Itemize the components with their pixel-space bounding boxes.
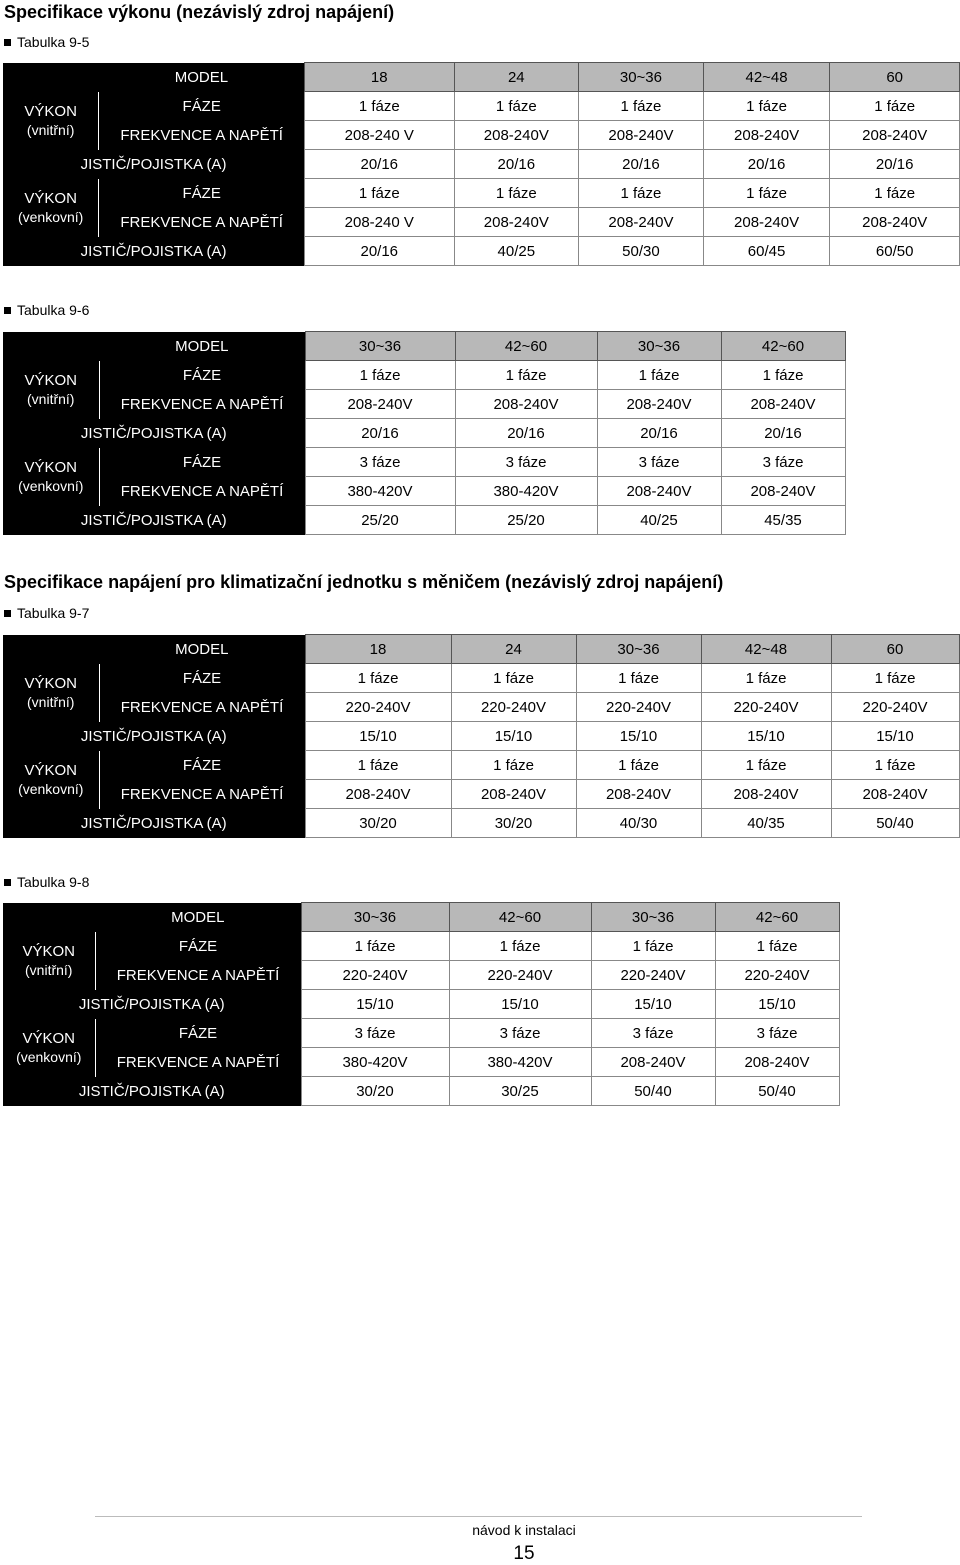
- value-cell: 20/16: [454, 150, 579, 179]
- outdoor-label: (venkovní): [17, 208, 84, 225]
- blank-header-cell: [3, 635, 99, 664]
- vykon-label: VÝKON: [24, 761, 77, 779]
- model-cell: 30~36: [597, 332, 721, 361]
- value-cell: 208-240V: [830, 121, 960, 150]
- frekvence-label: FREKVENCE A NAPĚTÍ: [99, 477, 305, 506]
- value-cell: 380-420V: [455, 477, 597, 506]
- value-cell: 208-240V: [830, 208, 960, 237]
- table-caption-label: Tabulka 9-7: [17, 605, 90, 621]
- model-cell: 30~36: [579, 63, 704, 92]
- value-cell: 208-240 V: [305, 121, 454, 150]
- model-label: MODEL: [99, 332, 305, 361]
- value-cell: 1 fáze: [305, 664, 451, 693]
- value-cell: 20/16: [305, 419, 455, 448]
- value-cell: 3 fáze: [449, 1019, 591, 1048]
- indoor-label: (vnitřní): [27, 693, 75, 710]
- square-bullet-icon: [4, 879, 11, 886]
- vykon-label: VÝKON: [24, 458, 77, 476]
- page-number: 15: [513, 1543, 535, 1564]
- value-cell: 45/35: [721, 506, 845, 535]
- jistic-label: JISTIČ/POJISTKA (A): [3, 506, 305, 535]
- value-cell: 220-240V: [449, 961, 591, 990]
- value-cell: 220-240V: [831, 693, 959, 722]
- model-cell: 42~60: [449, 903, 591, 932]
- value-cell: 1 fáze: [451, 664, 576, 693]
- blank-header-cell: [3, 332, 99, 361]
- jistic-label: JISTIČ/POJISTKA (A): [3, 419, 305, 448]
- value-cell: 3 fáze: [597, 448, 721, 477]
- value-cell: 1 fáze: [831, 751, 959, 780]
- value-cell: 220-240V: [451, 693, 576, 722]
- jistic-label: JISTIČ/POJISTKA (A): [3, 990, 301, 1019]
- value-cell: 40/25: [597, 506, 721, 535]
- value-cell: 15/10: [591, 990, 715, 1019]
- value-cell: 380-420V: [305, 477, 455, 506]
- section-heading-power-spec: Specifikace výkonu (nezávislý zdroj napájení): [4, 2, 395, 22]
- value-cell: 1 fáze: [455, 361, 597, 390]
- model-cell: 18: [305, 63, 454, 92]
- value-cell: 220-240V: [715, 961, 839, 990]
- model-cell: 42~48: [701, 635, 831, 664]
- outdoor-label: (venkovní): [18, 477, 84, 494]
- value-cell: 50/40: [715, 1077, 839, 1106]
- model-label: MODEL: [95, 903, 301, 932]
- value-cell: 25/20: [305, 506, 455, 535]
- section-heading-inverter-spec: Specifikace napájení pro klimatizační jednotku s měničem (nezávislý zdroj napájení): [4, 572, 724, 592]
- value-cell: 1 fáze: [715, 932, 839, 961]
- indoor-side-label: [3, 361, 99, 419]
- value-cell: 15/10: [449, 990, 591, 1019]
- model-cell: 30~36: [301, 903, 449, 932]
- value-cell: 50/40: [591, 1077, 715, 1106]
- model-cell: 60: [831, 635, 959, 664]
- value-cell: 1 fáze: [721, 361, 845, 390]
- value-cell: 20/16: [703, 150, 830, 179]
- frekvence-label: FREKVENCE A NAPĚTÍ: [99, 208, 305, 237]
- value-cell: 3 fáze: [715, 1019, 839, 1048]
- value-cell: 1 fáze: [703, 92, 830, 121]
- frekvence-label: FREKVENCE A NAPĚTÍ: [99, 780, 305, 809]
- value-cell: 1 fáze: [591, 932, 715, 961]
- value-cell: 208-240V: [597, 477, 721, 506]
- indoor-label: (vnitřní): [27, 390, 75, 407]
- value-cell: 25/20: [455, 506, 597, 535]
- value-cell: 1 fáze: [451, 751, 576, 780]
- value-cell: 220-240V: [591, 961, 715, 990]
- value-cell: 220-240V: [301, 961, 449, 990]
- model-cell: 42~48: [703, 63, 830, 92]
- value-cell: 208-240V: [703, 121, 830, 150]
- table-caption-9-7: [4, 605, 89, 621]
- spec-table-9-8: [3, 902, 840, 1106]
- model-cell: 42~60: [715, 903, 839, 932]
- value-cell: 3 fáze: [591, 1019, 715, 1048]
- jistic-label: JISTIČ/POJISTKA (A): [3, 722, 305, 751]
- vykon-label: VÝKON: [24, 674, 77, 692]
- table-caption-label: Tabulka 9-8: [17, 874, 90, 890]
- value-cell: 1 fáze: [701, 664, 831, 693]
- value-cell: 15/10: [305, 722, 451, 751]
- value-cell: 3 fáze: [305, 448, 455, 477]
- value-cell: 30/20: [451, 809, 576, 838]
- value-cell: 1 fáze: [576, 664, 701, 693]
- value-cell: 208-240V: [597, 390, 721, 419]
- value-cell: 208-240V: [455, 390, 597, 419]
- value-cell: 208-240V: [451, 780, 576, 809]
- value-cell: 1 fáze: [305, 92, 454, 121]
- jistic-label: JISTIČ/POJISTKA (A): [3, 150, 305, 179]
- vykon-label: VÝKON: [24, 371, 77, 389]
- value-cell: 60/45: [703, 237, 830, 266]
- outdoor-label: (venkovní): [18, 780, 84, 797]
- faze-label: FÁZE: [99, 448, 305, 477]
- value-cell: 3 fáze: [721, 448, 845, 477]
- value-cell: 30/20: [305, 809, 451, 838]
- outdoor-side-label: [3, 179, 99, 237]
- table-caption-9-6: [4, 302, 89, 318]
- value-cell: 15/10: [576, 722, 701, 751]
- model-cell: 42~60: [455, 332, 597, 361]
- model-cell: 30~36: [576, 635, 701, 664]
- model-cell: 30~36: [305, 332, 455, 361]
- value-cell: 220-240V: [576, 693, 701, 722]
- indoor-side-label: [3, 92, 99, 150]
- frekvence-label: FREKVENCE A NAPĚTÍ: [99, 121, 305, 150]
- frekvence-label: FREKVENCE A NAPĚTÍ: [99, 390, 305, 419]
- faze-label: FÁZE: [99, 751, 305, 780]
- value-cell: 3 fáze: [455, 448, 597, 477]
- value-cell: 3 fáze: [301, 1019, 449, 1048]
- value-cell: 15/10: [301, 990, 449, 1019]
- value-cell: 208-240V: [576, 780, 701, 809]
- model-cell: 60: [830, 63, 960, 92]
- value-cell: 1 fáze: [703, 179, 830, 208]
- value-cell: 1 fáze: [305, 361, 455, 390]
- model-cell: 30~36: [591, 903, 715, 932]
- value-cell: 1 fáze: [301, 932, 449, 961]
- value-cell: 1 fáze: [831, 664, 959, 693]
- value-cell: 220-240V: [701, 693, 831, 722]
- value-cell: 380-420V: [301, 1048, 449, 1077]
- vykon-label: VÝKON: [24, 102, 77, 120]
- value-cell: 20/16: [830, 150, 960, 179]
- blank-header-cell: [3, 903, 95, 932]
- square-bullet-icon: [4, 307, 11, 314]
- value-cell: 208-240V: [715, 1048, 839, 1077]
- value-cell: 15/10: [715, 990, 839, 1019]
- outdoor-side-label: [3, 1019, 95, 1077]
- jistic-label: JISTIČ/POJISTKA (A): [3, 237, 305, 266]
- value-cell: 20/16: [579, 150, 704, 179]
- indoor-label: (vnitřní): [25, 961, 73, 978]
- model-label: MODEL: [99, 63, 305, 92]
- value-cell: 50/40: [831, 809, 959, 838]
- value-cell: 380-420V: [449, 1048, 591, 1077]
- value-cell: 208-240V: [721, 390, 845, 419]
- model-cell: 24: [454, 63, 579, 92]
- faze-label: FÁZE: [99, 92, 305, 121]
- model-cell: 42~60: [721, 332, 845, 361]
- table-caption-9-8: [4, 874, 89, 890]
- frekvence-label: FREKVENCE A NAPĚTÍ: [95, 1048, 301, 1077]
- value-cell: 208-240V: [579, 121, 704, 150]
- value-cell: 1 fáze: [449, 932, 591, 961]
- spec-table-9-7: [3, 634, 960, 838]
- value-cell: 208-240V: [579, 208, 704, 237]
- outdoor-side-label: [3, 448, 99, 506]
- frekvence-label: FREKVENCE A NAPĚTÍ: [95, 961, 301, 990]
- value-cell: 208-240V: [721, 477, 845, 506]
- value-cell: 40/35: [701, 809, 831, 838]
- value-cell: 1 fáze: [454, 92, 579, 121]
- faze-label: FÁZE: [99, 664, 305, 693]
- value-cell: 40/25: [454, 237, 579, 266]
- value-cell: 20/16: [455, 419, 597, 448]
- vykon-label: VÝKON: [22, 1029, 75, 1047]
- footer-manual-title: návod k instalaci: [472, 1522, 576, 1538]
- value-cell: 15/10: [451, 722, 576, 751]
- value-cell: 30/20: [301, 1077, 449, 1106]
- value-cell: 1 fáze: [830, 179, 960, 208]
- faze-label: FÁZE: [99, 361, 305, 390]
- vykon-label: VÝKON: [24, 189, 77, 207]
- value-cell: 1 fáze: [454, 179, 579, 208]
- value-cell: 1 fáze: [579, 92, 704, 121]
- faze-label: FÁZE: [95, 1019, 301, 1048]
- value-cell: 1 fáze: [305, 179, 454, 208]
- value-cell: 208-240V: [305, 780, 451, 809]
- outdoor-side-label: [3, 751, 99, 809]
- square-bullet-icon: [4, 610, 11, 617]
- value-cell: 208-240V: [454, 208, 579, 237]
- spec-table-9-6: [3, 331, 846, 535]
- value-cell: 60/50: [830, 237, 960, 266]
- square-bullet-icon: [4, 39, 11, 46]
- faze-label: FÁZE: [95, 932, 301, 961]
- value-cell: 1 fáze: [305, 751, 451, 780]
- value-cell: 20/16: [305, 150, 454, 179]
- value-cell: 208-240V: [831, 780, 959, 809]
- model-cell: 24: [451, 635, 576, 664]
- model-cell: 18: [305, 635, 451, 664]
- value-cell: 208-240V: [703, 208, 830, 237]
- table-caption-9-5: [4, 34, 89, 50]
- indoor-side-label: [3, 664, 99, 722]
- footer-divider: [95, 1516, 862, 1517]
- indoor-side-label: [3, 932, 95, 990]
- value-cell: 208-240V: [701, 780, 831, 809]
- value-cell: 208-240V: [454, 121, 579, 150]
- value-cell: 30/25: [449, 1077, 591, 1106]
- value-cell: 208-240V: [591, 1048, 715, 1077]
- value-cell: 1 fáze: [701, 751, 831, 780]
- value-cell: 50/30: [579, 237, 704, 266]
- indoor-label: (vnitřní): [26, 121, 75, 138]
- value-cell: 20/16: [305, 237, 454, 266]
- blank-header-cell: [3, 63, 99, 92]
- table-caption-label: Tabulka 9-6: [17, 302, 90, 318]
- jistic-label: JISTIČ/POJISTKA (A): [3, 809, 305, 838]
- frekvence-label: FREKVENCE A NAPĚTÍ: [99, 693, 305, 722]
- value-cell: 1 fáze: [830, 92, 960, 121]
- value-cell: 1 fáze: [576, 751, 701, 780]
- value-cell: 220-240V: [305, 693, 451, 722]
- value-cell: 20/16: [597, 419, 721, 448]
- vykon-label: VÝKON: [22, 942, 75, 960]
- value-cell: 40/30: [576, 809, 701, 838]
- table-caption-label: Tabulka 9-5: [17, 34, 90, 50]
- outdoor-label: (venkovní): [16, 1048, 82, 1065]
- value-cell: 15/10: [701, 722, 831, 751]
- faze-label: FÁZE: [99, 179, 305, 208]
- value-cell: 1 fáze: [579, 179, 704, 208]
- value-cell: 208-240 V: [305, 208, 454, 237]
- jistic-label: JISTIČ/POJISTKA (A): [3, 1077, 301, 1106]
- value-cell: 15/10: [831, 722, 959, 751]
- value-cell: 1 fáze: [597, 361, 721, 390]
- spec-table-9-5: [3, 62, 960, 266]
- value-cell: 20/16: [721, 419, 845, 448]
- value-cell: 208-240V: [305, 390, 455, 419]
- model-label: MODEL: [99, 635, 305, 664]
